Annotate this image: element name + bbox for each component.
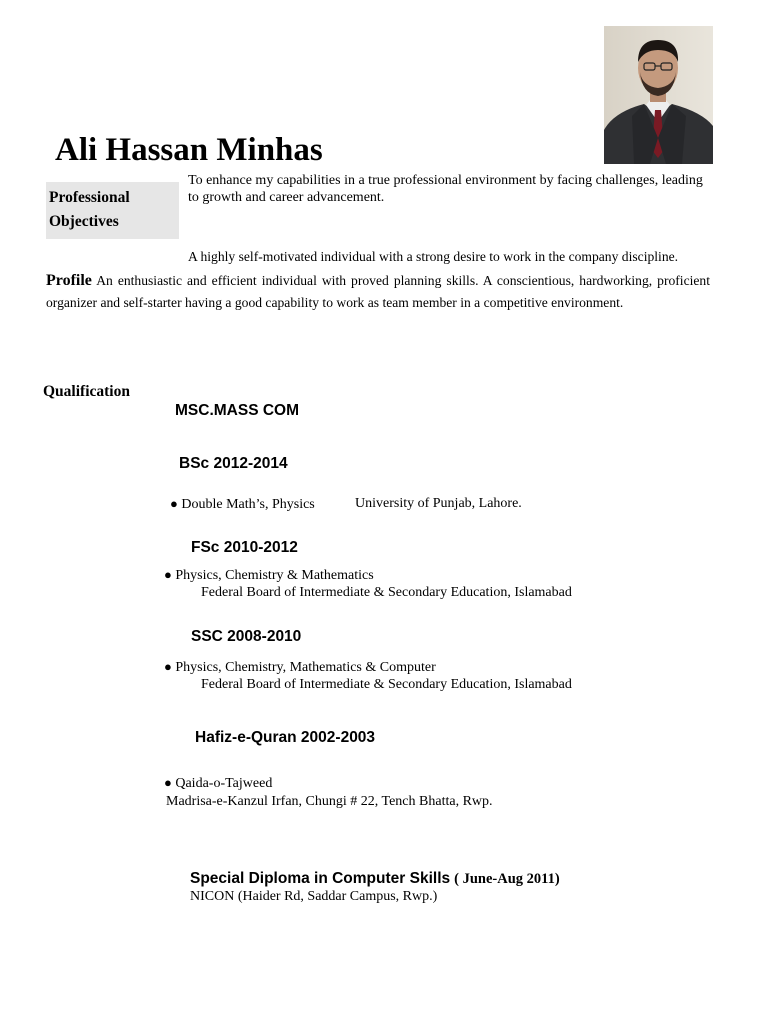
fsc-title: FSc 2010-2012: [191, 539, 298, 556]
objectives-label-line2: Objectives: [49, 212, 119, 230]
hafiz-title: Hafiz-e-Quran 2002-2003: [195, 729, 376, 746]
objectives-label: [49, 186, 130, 233]
fsc-subjects-line: [164, 567, 374, 584]
bullet-icon: ●: [164, 567, 172, 582]
profile-label: Profile: [46, 272, 92, 289]
hafiz-subjects-line: [164, 775, 272, 792]
profile-photo: [604, 26, 713, 164]
qualification-heading: Qualification: [43, 383, 130, 400]
resume-name: Ali Hassan Minhas: [55, 132, 323, 168]
ssc-board: Federal Board of Intermediate & Secondary Education, Islamabad: [201, 677, 572, 692]
diploma-title-line: [190, 870, 560, 888]
bullet-icon: ●: [164, 775, 172, 790]
profile-intro-line: A highly self-motivated individual with a strong desire to work in the company discipline.: [188, 249, 679, 264]
hafiz-subjects: Qaida-o-Tajweed: [175, 776, 273, 791]
profile-text: An enthusiastic and efficient individual with proved planning skills. A conscientious, hardworking, proficient organizer and self-starter having a good capability to work as team member in a competitive environment.: [46, 273, 710, 310]
diploma-institute: NICON (Haider Rd, Saddar Campus, Rwp.): [190, 889, 438, 904]
hafiz-institute: Madrisa-e-Kanzul Irfan, Chungi # 22, Tench Bhatta, Rwp.: [166, 794, 493, 809]
bullet-icon: ●: [164, 659, 172, 674]
profile-paragraph: [46, 270, 710, 314]
bsc-title: BSc 2012-2014: [179, 455, 288, 472]
ssc-subjects-line: [164, 659, 436, 676]
objectives-text: To enhance my capabilities in a true professional environment by facing challenges, leading to growth and career advancement.: [188, 173, 703, 205]
fsc-subjects: Physics, Chemistry & Mathematics: [175, 568, 374, 583]
ssc-title: SSC 2008-2010: [191, 628, 302, 645]
msc-title: MSC.MASS COM: [175, 402, 299, 419]
bsc-subjects-line: [170, 496, 315, 513]
diploma-title: Special Diploma in Computer Skills: [190, 870, 451, 887]
diploma-dates: ( June-Aug 2011): [454, 871, 560, 887]
profile-photo-image: [604, 26, 713, 164]
bsc-institute: University of Punjab, Lahore.: [355, 496, 522, 511]
bullet-icon: ●: [170, 496, 178, 511]
ssc-subjects: Physics, Chemistry, Mathematics & Computer: [175, 660, 436, 675]
fsc-board: Federal Board of Intermediate & Secondary Education, Islamabad: [201, 585, 572, 600]
bsc-subjects: Double Math’s, Physics: [181, 497, 315, 512]
objectives-label-line1: Professional: [49, 189, 130, 206]
